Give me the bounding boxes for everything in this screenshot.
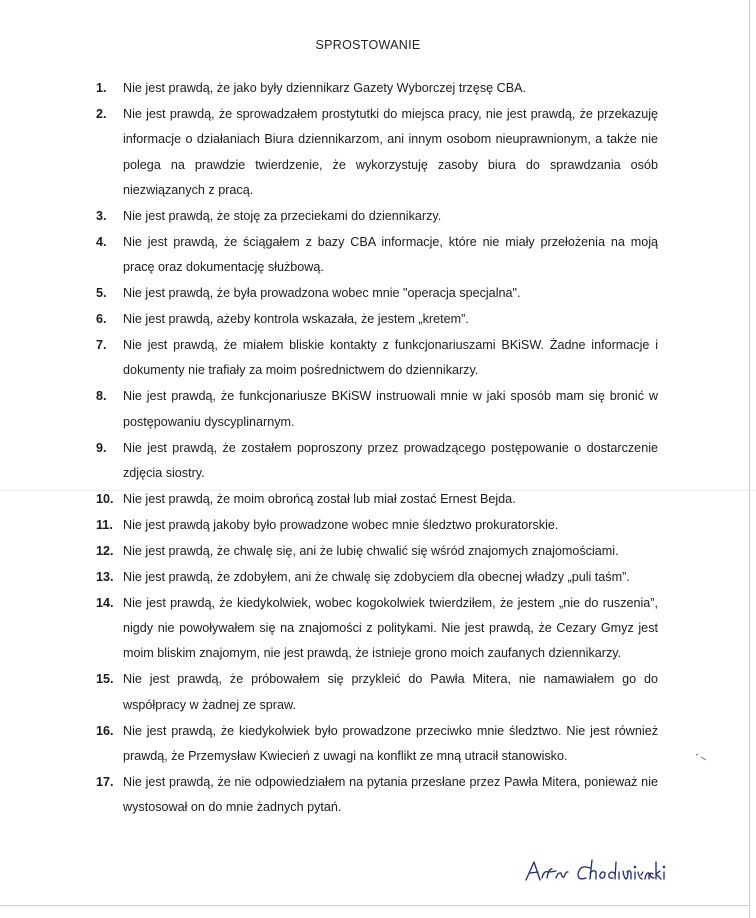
- item-text: Nie jest prawdą, że stoję za przeciekami do dziennikarzy.: [123, 209, 442, 224]
- item-text: Nie jest prawdą, że kiedykolwiek, wobec kogokolwiek twierdziłem, że jestem „nie do ruszenia”, nigdy nie powoływałem się na znajomości z politykami. Nie jest prawdą, że Cezary Gmyz jest moim bliskim znajomym, nie jest prawdą, że istnieje grono moich zaufanych dziennikarzy.: [123, 595, 658, 661]
- item-text: Nie jest prawdą, że nie odpowiedziałem na pytania przesłane przez Pawła Mitera, ponieważ nie wystosował on do mnie żadnych pytań.: [123, 774, 658, 815]
- stray-mark-icon: [694, 752, 714, 762]
- item-number: 16.: [96, 723, 114, 738]
- document-title: SPROSTOWANIE: [315, 38, 421, 52]
- statement-item: [96, 307, 658, 332]
- item-text: Nie jest prawdą, że jako były dziennikarz Gazety Wyborczej trzęsę CBA.: [123, 81, 527, 95]
- item-number: 13.: [96, 569, 114, 584]
- statement-item: [96, 513, 658, 538]
- statement-item: [96, 281, 658, 306]
- item-number: 11.: [96, 517, 113, 532]
- statement-item: [96, 436, 658, 487]
- statement-list: [96, 76, 658, 821]
- page-edge-right: [749, 0, 750, 918]
- item-text: Nie jest prawdą jakoby było prowadzone wobec mnie śledztwo prokuratorskie.: [123, 517, 559, 532]
- statement-item: [96, 384, 658, 435]
- item-number: 4.: [96, 234, 107, 249]
- statement-item: [96, 487, 658, 512]
- item-text: Nie jest prawdą, że zdobyłem, ani że chwalę się zdobyciem dla obecnej władzy „puli taśm”.: [123, 569, 630, 584]
- item-text: Nie jest prawdą, że ściągałem z bazy CBA informacje, które nie miały przełożenia na moją pracę oraz dokumentację służbową.: [123, 234, 658, 275]
- statement-item: [96, 565, 658, 590]
- statement-item: [96, 591, 658, 667]
- item-text: Nie jest prawdą, że zostałem poproszony przez prowadzącego postępowanie o dostarczenie zdjęcia siostry.: [123, 440, 658, 481]
- statement-item: [96, 667, 658, 718]
- item-number: 1.: [96, 81, 107, 95]
- item-number: 9.: [96, 440, 107, 455]
- item-number: 17.: [96, 774, 114, 789]
- item-text: Nie jest prawdą, że kiedykolwiek było prowadzone przeciwko mnie śledztwo. Nie jest również prawdą, że Przemysław Kwiecień z uwagi na konflikt ze mną utracił stanowisko.: [123, 723, 658, 764]
- item-number: 5.: [96, 286, 107, 301]
- statement-item: [96, 539, 658, 564]
- statement-item: [96, 719, 658, 770]
- item-text: Nie jest prawdą, że funkcjonariusze BKiSW instruowali mnie w jaki sposób mam się bronić w postępowaniu dyscyplinarnym.: [123, 389, 658, 429]
- item-text: Nie jest prawdą, że miałem bliskie kontakty z funkcjonariuszami BKiSW. Żadne informacje i dokumenty nie trafiały za moim pośrednictwem do dziennikarzy.: [123, 338, 658, 378]
- item-number: 14.: [96, 595, 114, 610]
- handwritten-signature: [520, 856, 680, 890]
- item-text: Nie jest prawdą, że próbowałem się przykleić do Pawła Mitera, nie namawiałem go do współpracy w żadnej ze spraw.: [123, 672, 658, 712]
- item-number: 8.: [96, 389, 107, 404]
- statement-item: [96, 770, 658, 821]
- statement-item: [96, 333, 658, 384]
- statement-item: [96, 102, 658, 204]
- item-text: Nie jest prawdą, że chwalę się, ani że lubię chwalić się wśród znajomych znajomościami.: [123, 543, 619, 558]
- item-number: 15.: [96, 672, 114, 687]
- statement-item: [96, 204, 658, 229]
- item-text: Nie jest prawdą, że moim obrońcą został lub miał zostać Ernest Bejda.: [123, 492, 516, 506]
- item-number: 10.: [96, 492, 114, 506]
- item-number: 7.: [96, 338, 107, 353]
- item-number: 2.: [96, 106, 107, 121]
- item-number: 3.: [96, 209, 107, 224]
- statement-item: [96, 230, 658, 281]
- item-number: 6.: [96, 312, 107, 327]
- statement-item: [96, 76, 658, 101]
- item-text: Nie jest prawdą, że była prowadzona wobec mnie "operacja specjalna".: [123, 286, 521, 301]
- item-text: Nie jest prawdą, ażeby kontrola wskazała, że jestem „kretem”.: [123, 312, 469, 327]
- item-text: Nie jest prawdą, że sprowadzałem prostytutki do miejsca pracy, nie jest prawdą, że przekazuję informacje o działaniach Biura dziennikarzom, ani innym osobom nieuprawnionym, a także nie polega na prawdzie twierdzenie, że wykorzystuję zasoby biura do sprawdzania osób niezwiązanych z pracą.: [123, 106, 658, 198]
- page-edge-bottom: [0, 905, 750, 906]
- item-number: 12.: [96, 543, 114, 558]
